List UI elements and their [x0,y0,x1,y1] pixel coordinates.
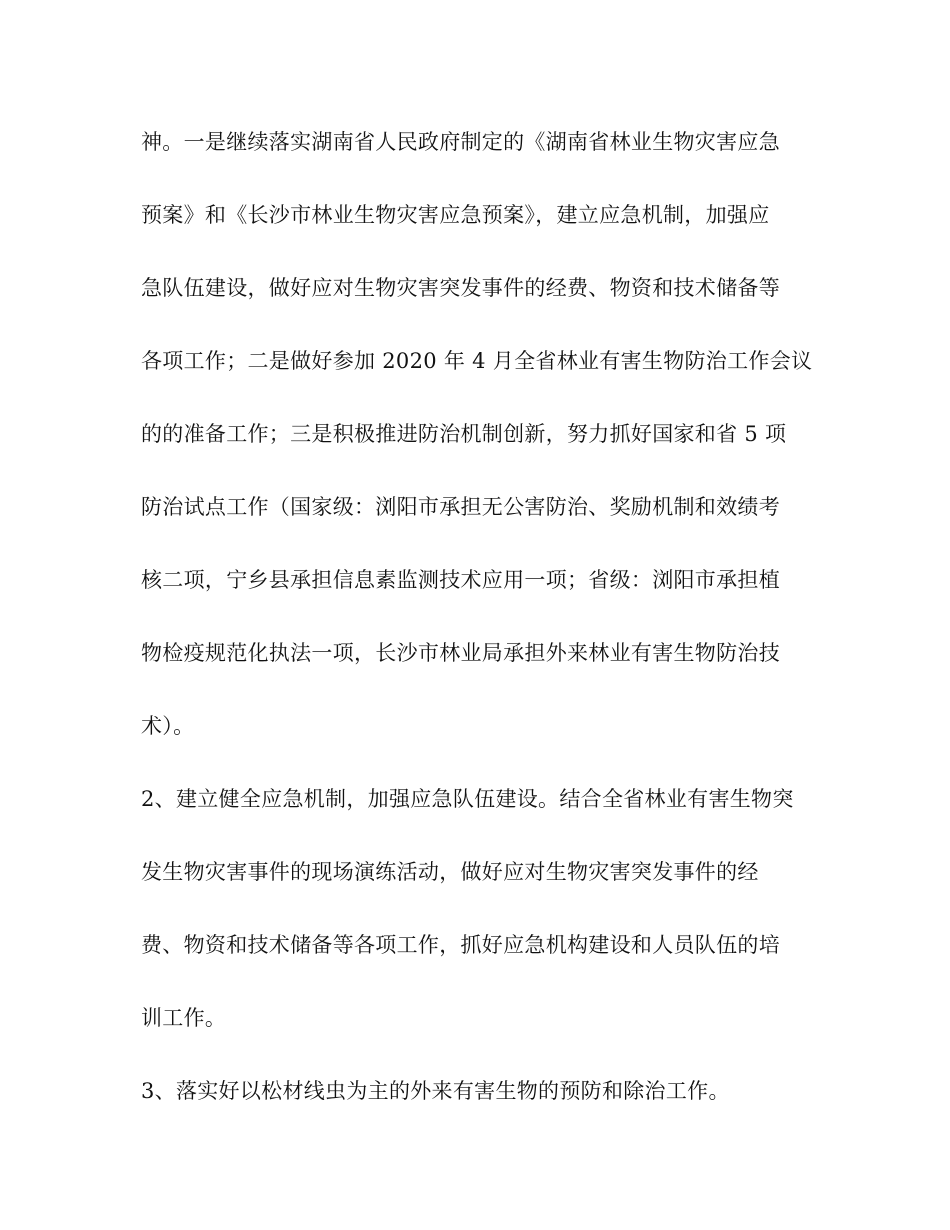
paragraph-line: 费、物资和技术储备等各项工作，抓好应急机构建设和人员队伍的培 [141,933,780,957]
paragraph-line: 2、建立健全应急机制，加强应急队伍建设。结合全省林业有害生物突 [141,787,794,811]
paragraph-line: 预案》和《长沙市林业生物灾害应急预案》，建立应急机制，加强应 [141,203,770,227]
paragraph-line: 急队伍建设，做好应对生物灾害突发事件的经费、物资和技术储备等 [141,276,780,300]
paragraph-line: 发生物灾害事件的现场演练活动，做好应对生物灾害突发事件的经 [141,860,759,884]
paragraph-line: 的的准备工作；三是积极推进防治机制创新，努力抓好国家和省 5 项 [141,422,787,446]
paragraph-line: 3、落实好以松材线虫为主的外来有害生物的预防和除治工作。 [141,1079,730,1103]
paragraph-line: 物检疫规范化执法一项，长沙市林业局承担外来林业有害生物防治技 [141,641,780,665]
paragraph-line: 防治试点工作（国家级：浏阳市承担无公害防治、奖励机制和效绩考 [141,495,780,519]
paragraph-line: 各项工作；二是做好参加 2020 年 4 月全省林业有害生物防治工作会议 [141,349,813,373]
paragraph-line: 核二项，宁乡县承担信息素监测技术应用一项；省级：浏阳市承担植 [141,568,780,592]
paragraph-line: 术）。 [141,714,195,738]
paragraph-line: 训工作。 [141,1006,227,1030]
paragraph-line: 神。一是继续落实湖南省人民政府制定的《湖南省林业生物灾害应急 [141,130,780,154]
